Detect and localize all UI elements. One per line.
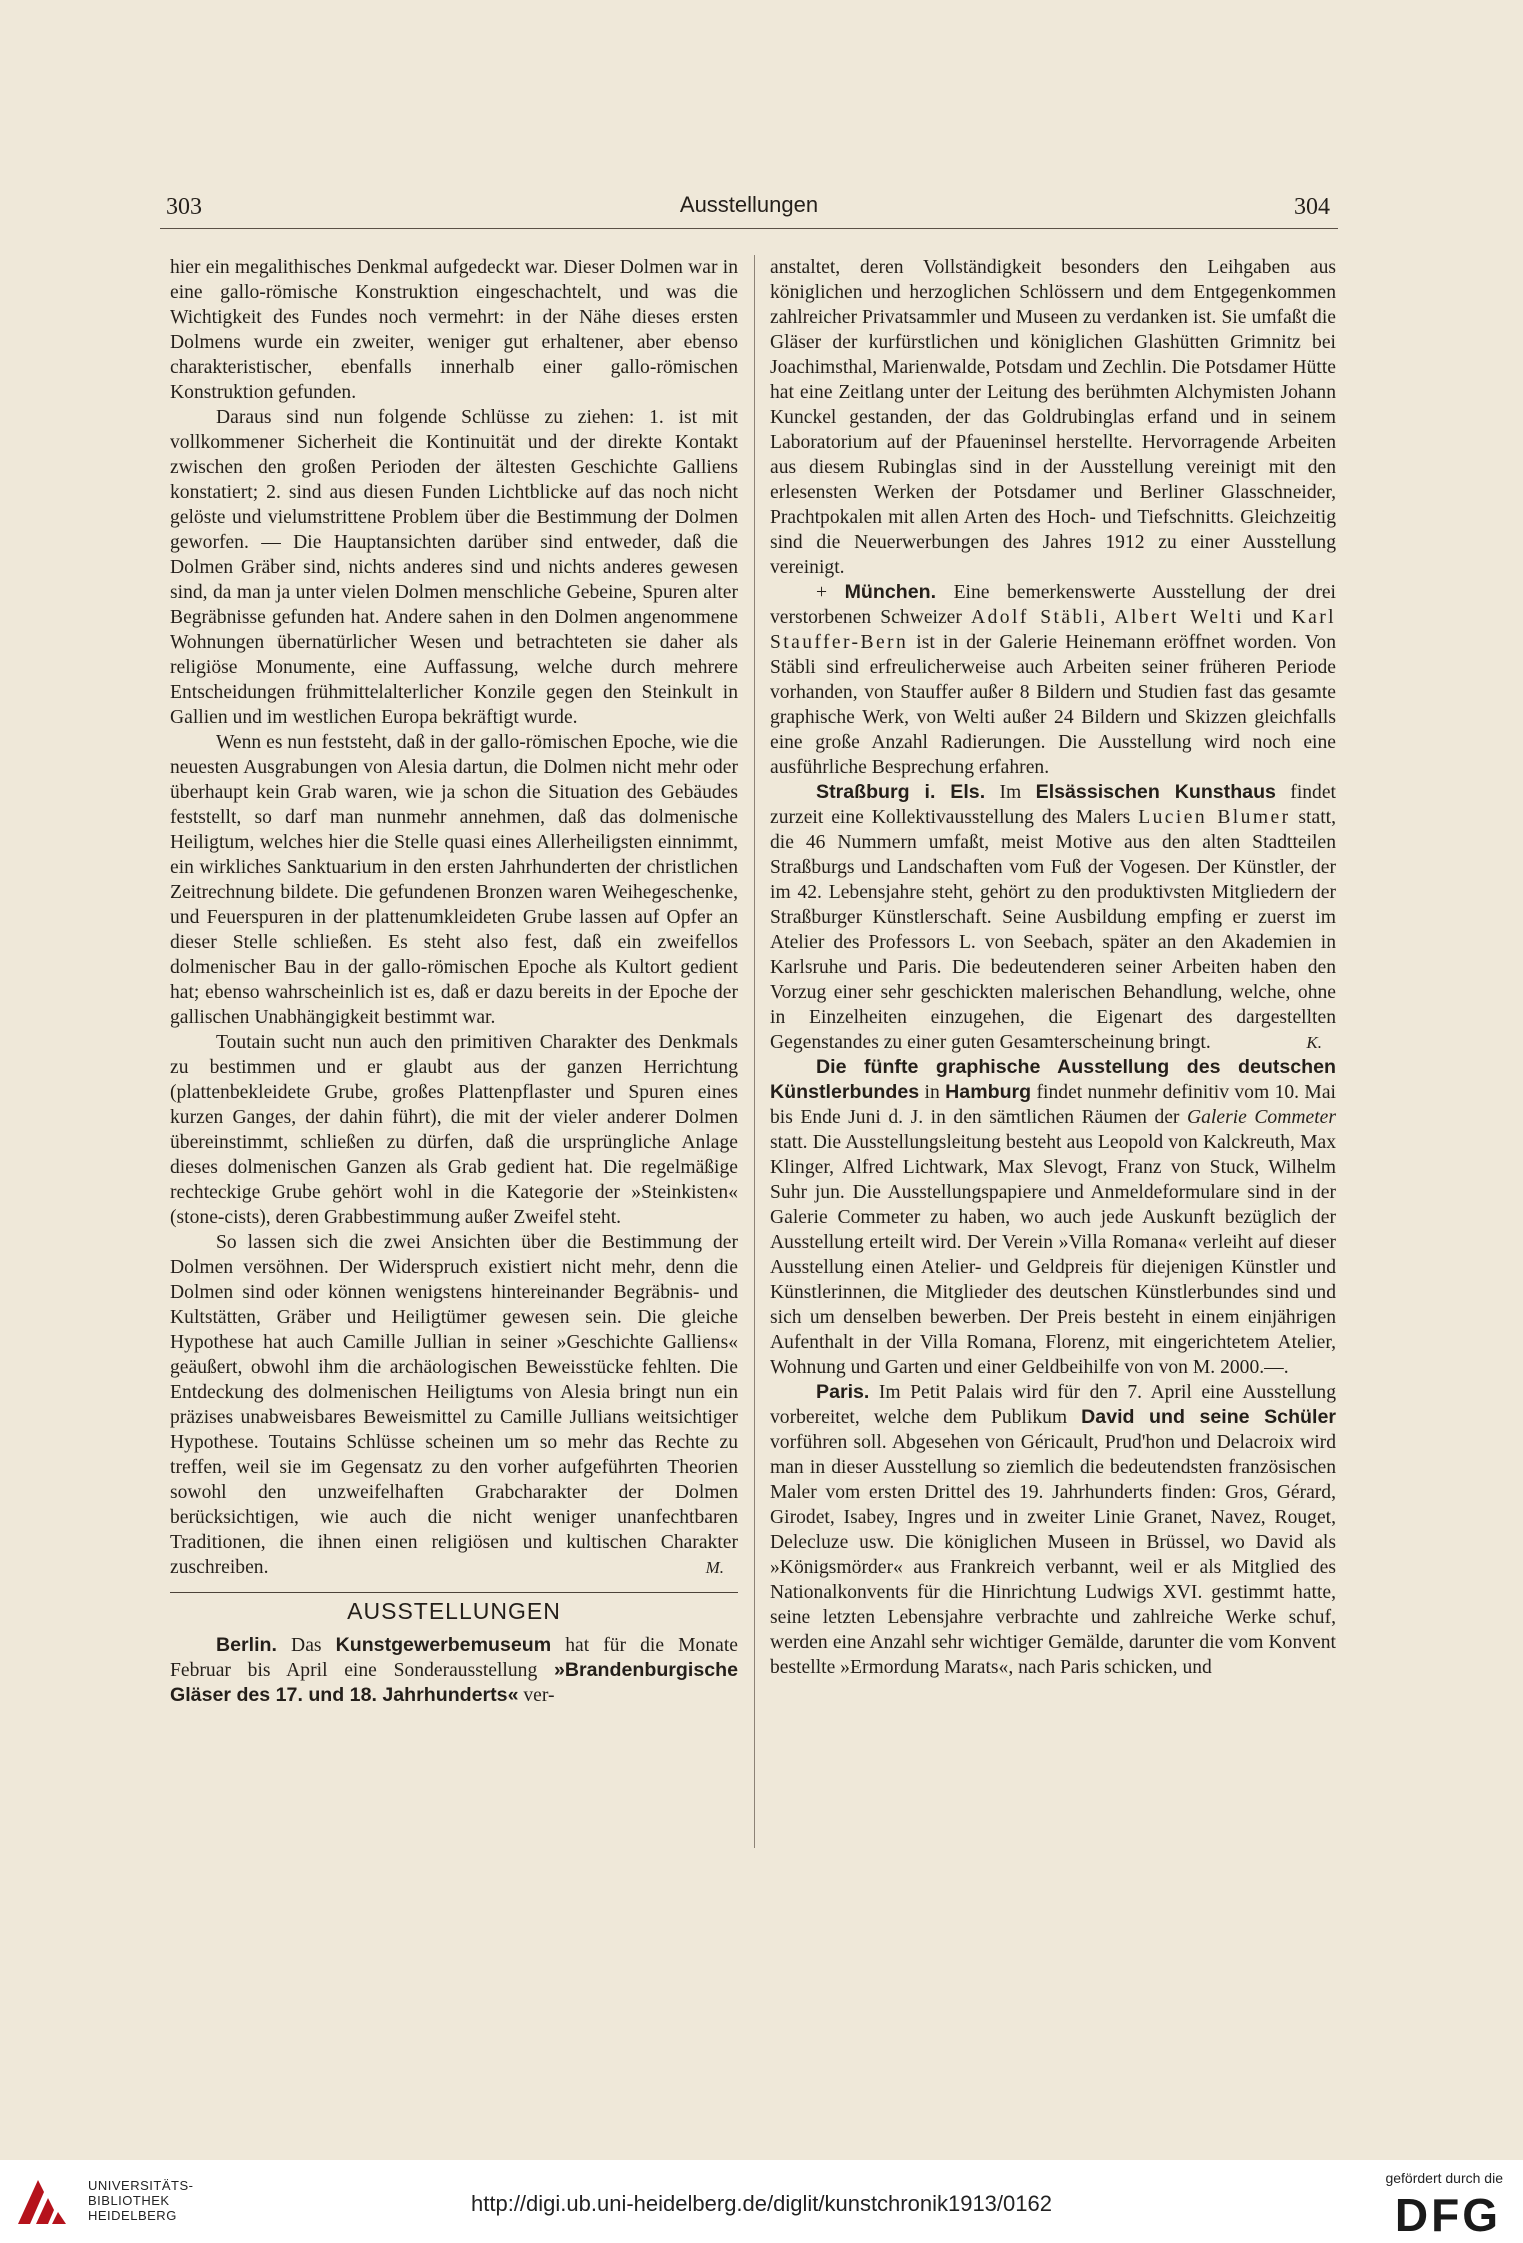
column-divider — [754, 255, 755, 1848]
exhibition-heading: Die fünfte graphische Ausstellung des deutschen Künstlerbundes — [770, 1056, 1336, 1103]
muenchen-paragraph — [770, 580, 1336, 780]
text-run: Eine bemerkenswerte Ausstellung der drei verstorbenen Schweizer — [770, 582, 1337, 628]
source-url[interactable]: http://digi.ub.uni-heidelberg.de/diglit/kunstchronik1913/0162 — [471, 2191, 1052, 2216]
berlin-paragraph — [170, 1633, 738, 1708]
city-heading: Berlin. — [216, 1634, 277, 1656]
running-title: Ausstellungen — [679, 192, 819, 217]
page-number-left: 303 — [166, 194, 202, 220]
exhibition-title: David und seine Schüler — [1081, 1406, 1336, 1428]
page-number-right: 304 — [1294, 194, 1330, 220]
funding-note: gefördert durch die — [1385, 2170, 1503, 2186]
text-run: findet zurzeit eine Kollektivausstellung des Malers — [770, 782, 1336, 828]
text-run: ist in der Galerie Heinemann eröffnet worden. Von Stäbli sind erfreulicherweise auch Arbeiten seiner früheren Periode vorhanden, von Stauffer außer 8 Bildern und Studien fast das gesamte graphische Werk, von Welti außer 24 Bildern und Skizzen gleichfalls eine große Anzahl Radierungen. Die Ausstellung wird noch eine ausführliche Besprechung erfahren. — [770, 632, 1336, 778]
gallery-name: Elsässischen Kunsthaus — [1035, 781, 1276, 803]
artist-name: Albert Welti — [1114, 607, 1244, 628]
text-run: findet nunmehr definitiv vom 10. Mai bis Ende Juni d. J. in den sämtlichen Räumen der — [770, 1082, 1336, 1128]
author-signature: K. — [1306, 1033, 1322, 1052]
text-run: Im — [985, 782, 1036, 803]
text-run: statt. Die Ausstellungsleitung besteht aus Leopold von Kalckreuth, Max Klinger, Alfred Lichtwark, Max Slevogt, Franz von Stuck, Wilhelm Suhr jun. Die Ausstellungspapiere und Anmeldeformulare sind in der Galerie Commeter zu haben, wo auch jede Auskunft bezüglich der Ausstellung erteilt wird. Der Verein »Villa Romana« verleiht auf dieser Ausstellung einen Atelier- und Geldpreis für diejenigen Künstler und Künstlerinnen, die Mitglieder des deutschen Künstlerbundes sind und sich um denselben bewerben. Der Preis besteht in einem einjährigen Aufenthalt in der Villa Romana, Florenz, mit eingerichtetem Atelier, Wohnung und Garten und einer Geldbeihilfe von von M. 2000.—. — [770, 1132, 1336, 1378]
running-header — [160, 192, 1338, 229]
right-column — [770, 255, 1336, 1680]
city-heading: Hamburg — [945, 1081, 1032, 1103]
city-heading: München. — [844, 581, 937, 603]
city-heading: Paris. — [816, 1381, 870, 1403]
digitization-footer — [0, 2160, 1523, 2243]
library-name-line: HEIDELBERG — [88, 2208, 177, 2223]
artist-name: Karl Stauffer-Bern — [770, 607, 1337, 653]
paragraph: anstaltet, deren Vollständigkeit besonders den Leihgaben aus königlichen und herzoglichen Schlössern und dem Entgegenkommen zahlreicher Privatsammler und Museen zu verdanken ist. Sie umfaßt die Gläser der kurfürstlichen und königlichen Glashütten Grimnitz bei Joachimsthal, Marienwalde, Potsdam und Zechlin. Die Potsdamer Hütte hat eine Zeitlang unter der Leitung des berühmten Alchymisten Johann Kunckel gestanden, der das Goldrubinglas erfand und in seinem Laboratorium auf der Pfaueninsel herstellte. Hervorragende Arbeiten aus diesem Rubinglas sind in der Ausstellung vereinigt mit den erlesensten Werken der Potsdamer und Berliner Glasschneider, Prachtpokalen mit allen Arten des Hoch- und Tiefschnitts. Gleichzeitig sind die Neuerwerbungen des Jahres 1912 zu einer Ausstellung vereinigt. — [770, 257, 1336, 578]
text-run: vorführen soll. Abgesehen von Géricault, Prud'hon und Delacroix wird man in dieser Ausstellung so ziemlich die bedeutendsten französischen Maler vom ersten Drittel des 19. Jahrhunderts finden: Gros, Gérard, Girodet, Isabey, Ingres und in zweiter Linie Granet, Navez, Rouget, Delecluze usw. Die königlichen Museen in Brüssel, wo David als »Königsmörder« aus Frankreich verbannt, weil er als Mitglied des Nationalkonvents für die Hinrichtung Ludwigs XVI. gestimmt hatte, seine letzten Lebensjahre verbrachte und zahlreiche Werke schuf, werden eine Anzahl sehr wichtiger Gemälde, darunter die vom Konvent bestellte »Ermordung Marats«, nach Paris schicken, und — [770, 1432, 1336, 1678]
text-run: in — [919, 1082, 946, 1103]
text-run: statt, die 46 Nummern umfaßt, meist Motive aus den alten Stadtteilen Straßburgs und Landschaften vom Fuß der Vogesen. Der Künstler, der im 42. Lebensjahre steht, gehört zu den produktivsten Mitgliedern der Straßburger Künstlerschaft. Seine Ausbildung empfing er zuerst im Atelier des Professors L. von Seebach, später an den Akademien in Karlsruhe und Paris. Die bedeutenderen seiner Arbeiten haben den Vorzug einer sehr geschickten malerischen Behandlung, welche, ohne in Einzelheiten einzugehen, die Eigenart des dargestellten Gegenstandes zu einer guten Gesamterscheinung bringt. — [770, 807, 1336, 1053]
paragraph: hier ein megalithisches Denkmal aufgedeckt war. Dieser Dolmen war in eine gallo-römische Konstruktion eingeschachtelt, und was die Wichtigkeit des Fundes noch vermehrt: in der Nähe dieses ersten Dolmens wurde ein zweiter, weniger gut erhaltener, aber ebenso charakteristischer, ebenfalls innerhalb einer gallo-römischen Konstruktion gefunden. — [170, 257, 738, 403]
text-run: und — [1243, 607, 1292, 628]
paragraph: Daraus sind nun folgende Schlüsse zu ziehen: 1. ist mit vollkommener Sicherheit die Kontinuität und der direkte Kontakt zwischen den großen Perioden der ältesten Geschichte Galliens konstatiert; 2. sind aus diesen Funden Lichtblicke auf das noch nicht gelöste und vielumstrittene Problem über die Bestimmung der Dolmen geworfen. — Die Hauptansichten darüber sind entweder, daß die Dolmen Gräber sind, nichts anderes sind und nichts anderes gewesen sind, da man ja unter vielen Dolmen menschliche Gebeine, Spuren alter Begräbnisse gefunden hat. Andere sahen in den Dolmen angenommene Wohnungen übernatürlicher Wesen und betrachteten sie daher als religiöse Monumente, eine Auffassung, welche durch mehrere Entscheidungen frühmittelalterlicher Konzile gegen den Steinkult in Gallien und im westlichen Europa bekräftigt wurde. — [170, 407, 738, 728]
exhibition-title: »Brandenburgische Gläser des 17. und 18. Jahrhunderts« — [170, 1659, 738, 1706]
obituary-cross: + — [816, 582, 845, 603]
text-run: Im Petit Palais wird für den 7. April eine Ausstellung vorbereitet, welche dem Publikum — [770, 1382, 1336, 1428]
section-title: AUSSTELLUNGEN — [347, 1598, 561, 1624]
text-run: ver- — [518, 1685, 555, 1706]
library-name-line: UNIVERSITÄTS- — [88, 2178, 194, 2193]
author-signature: M. — [705, 1558, 724, 1577]
text-run: hat für die Monate Februar bis April eine Sonderausstellung — [170, 1635, 738, 1681]
gallery-name: Galerie Commeter — [1186, 1107, 1336, 1128]
artist-name: Adolf Stäbli — [971, 607, 1101, 628]
strassburg-paragraph — [770, 780, 1336, 1055]
paragraph: So lassen sich die zwei Ansichten über die Bestimmung der Dolmen versöhnen. Der Widerspruch existiert nicht mehr, denn die Dolmen sind oder können wenigstens hintereinander Begräbnis- und Kultstätten, Gräber und Heiligtümer gewesen sein. Die gleiche Hypothese hat auch Camille Jullian in seiner »Geschichte Galliens« geäußert, obwohl ihm die archäologischen Beweisstücke fehlten. Die Entdeckung des dolmenischen Heiligtums von Alesia bringt nun ein präzises unabweisbares Beweismittel zu Camille Jullians weitsichtiger Hypothese. Toutains Schlüsse scheinen um so mehr das Rechte zu treffen, weil sie im Gegensatz zu den vorher aufgeführten Theorien sowohl den unzweifelhaften Grabcharakter der Dolmen berücksichtigen, wie auch die nicht weniger unanfechtbaren Traditionen, die ihnen einen religiösen und kultischen Charakter zuschreiben. — [170, 1232, 738, 1578]
artist-name: Lucien Blumer — [1138, 807, 1291, 828]
section-rule — [170, 1592, 738, 1593]
hamburg-paragraph — [770, 1055, 1336, 1380]
library-name-line: BIBLIOTHEK — [88, 2193, 170, 2208]
paragraph: Toutain sucht nun auch den primitiven Charakter des Denkmals zu bestimmen und er glaubt aus der ganzen Herrichtung (plattenbekleidete Grube, großes Plattenpflaster und Spuren eines kurzen Ganges, der dahin führt), die mit der vieler anderer Dolmen übereinstimmt, schließen zu dürfen, daß die ursprüngliche Anlage dieses dolmenischen Ganzen als Grab gedient hat. Die regelmäßige rechteckige Grube gehört wohl in die Kategorie der »Steinkisten« (stone-cists), deren Grabbestimmung außer Zweifel steht. — [170, 1032, 738, 1228]
museum-name: Kunstgewerbemuseum — [335, 1634, 552, 1656]
left-column — [170, 255, 738, 1708]
paris-paragraph — [770, 1380, 1336, 1680]
city-heading: Straßburg i. Els. — [816, 781, 986, 803]
paragraph: Wenn es nun feststeht, daß in der gallo-römischen Epoche, wie die neuesten Ausgrabungen von Alesia dartun, die Dolmen nicht mehr oder überhaupt kein Grab waren, wie ja schon die Situation des Gebäudes feststellt, so darf man nunmehr annehmen, daß das dolmenische Heiligtum, welches hier die Stelle quasi eines Allerheiligsten einnimmt, ein wirkliches Sanktuarium in den ersten Jahrhunderten der christlichen Zeitrechnung bildete. Die gefundenen Bronzen waren Weihegeschenke, und Feuerspuren in der plattenumkleideten Grube lassen auf Opfer an dieser Stelle schließen. Es steht also fest, daß ein zweifellos dolmenischer Bau in der gallo-römischen Epoche als Kultort gedient hat; ebenso wahrscheinlich ist es, daß er dazu bereits in der Epoche der gallischen Unabhängigkeit bestimmt war. — [170, 732, 738, 1028]
text-run: Das — [276, 1635, 336, 1656]
dfg-logo: DFG — [1394, 2189, 1501, 2241]
text-run: , — [1100, 607, 1115, 628]
